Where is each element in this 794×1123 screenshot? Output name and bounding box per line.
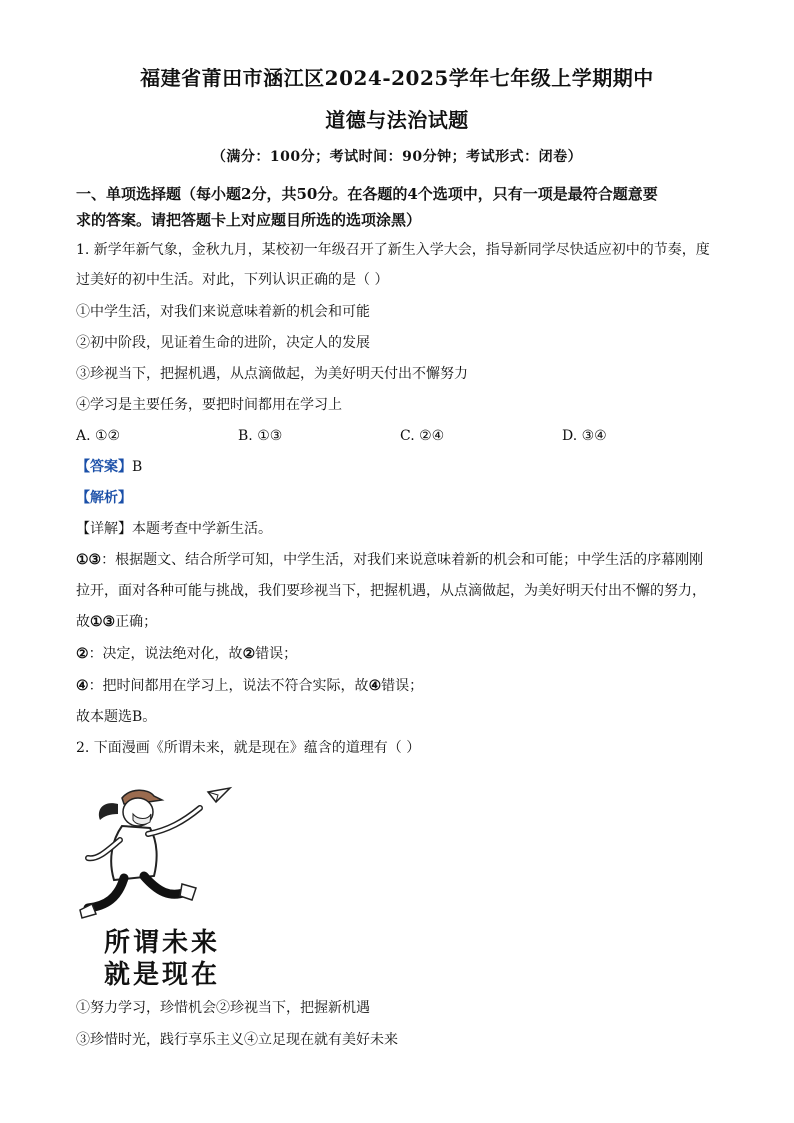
detail-tag: 【详解】 [76, 521, 132, 537]
q1-explanation-1-line3 [76, 612, 726, 632]
explanation-text: 故 [76, 614, 90, 630]
q1-explanation-3 [76, 676, 726, 696]
analysis-tag: 【解析】 [76, 490, 132, 506]
q1-explanation-1-line2: 拉开，面对各种可能与挑战，我们要珍视当下，把握机遇，从点滴做起，为美好明天付出不懈的努力， [76, 583, 706, 599]
explanation-text: 错误； [381, 678, 424, 694]
section-heading-line1: 一、单项选择题（每小题2分，共50分。在各题的4个选项中，只有一项是最符合题意要 [76, 185, 658, 203]
q2-stem: 2. 下面漫画《所谓未来，就是现在》蕴含的道理有（ ） [76, 740, 421, 756]
q1-option-c: C. ②④ [400, 428, 445, 444]
document-title: 福建省莆田市涵江区2024-2025学年七年级上学期期中 [140, 66, 654, 90]
q2-statement-line1: ①努力学习，珍惜机会②珍视当下，把握新机遇 [76, 1000, 370, 1016]
q1-option-d: D. ③④ [562, 428, 607, 444]
q1-stem-line1: 1. 新学年新气象，金秋九月，某校初一年级召开了新生入学大会，指导新同学尽快适应初中的节奏，度 [76, 242, 710, 258]
q1-statement-4: ④学习是主要任务，要把时间都用在学习上 [76, 397, 342, 413]
explanation-text: ：把时间都用在学习上，说法不符合实际，故 [88, 678, 369, 694]
cartoon-caption-line1: 所谓未来 [104, 928, 221, 958]
q1-option-b: B. ①③ [238, 428, 283, 444]
explanation-marker: ④ [368, 678, 382, 694]
detail-text: 本题考查中学新生活。 [132, 521, 272, 537]
cartoon-caption-line2: 就是现在 [104, 960, 221, 990]
explanation-text: ：根据题文、结合所学可知，中学生活，对我们来说意味着新的机会和可能；中学生活的序幕刚刚 [101, 552, 704, 568]
paper-airplane-icon [208, 788, 230, 802]
q1-stem-line2: 过美好的初中生活。对此，下列认识正确的是（ ） [76, 272, 389, 288]
q1-analysis [76, 488, 726, 508]
explanation-text: 正确； [115, 614, 158, 630]
q2-statement-line2: ③珍惜时光，践行享乐主义④立足现在就有美好未来 [76, 1032, 398, 1048]
q1-option-a: A. ①② [76, 428, 121, 444]
explanation-marker: ①③ [90, 614, 116, 630]
explanation-text: 错误； [255, 646, 298, 662]
explanation-marker: ② [76, 646, 89, 662]
q1-detail [76, 519, 726, 539]
section-heading-line2: 求的答案。请把答题卡上对应题目所选的选项涂黑） [76, 211, 422, 229]
q1-statement-3: ③珍视当下，把握机遇，从点滴做起，为美好明天付出不懈努力 [76, 366, 468, 382]
explanation-marker: ④ [76, 678, 89, 694]
answer-tag: 【答案】 [76, 459, 132, 475]
q1-statement-2: ②初中阶段，见证着生命的进阶，决定人的发展 [76, 335, 370, 351]
explanation-marker: ② [242, 646, 256, 662]
q1-explanation-1-line1 [76, 550, 726, 570]
document-subtitle: 道德与法治试题 [325, 108, 469, 132]
q1-conclusion: 故本题选B。 [76, 709, 157, 725]
q1-statement-1: ①中学生活，对我们来说意味着新的机会和可能 [76, 304, 370, 320]
q1-answer [76, 457, 726, 477]
answer-value: B [132, 459, 143, 475]
q1-explanation-2 [76, 644, 726, 664]
exam-info: （满分：100分；考试时间：90分钟；考试形式：闭卷） [211, 149, 583, 165]
explanation-text: ：决定，说法绝对化，故 [88, 646, 243, 662]
explanation-marker: ①③ [76, 552, 102, 568]
